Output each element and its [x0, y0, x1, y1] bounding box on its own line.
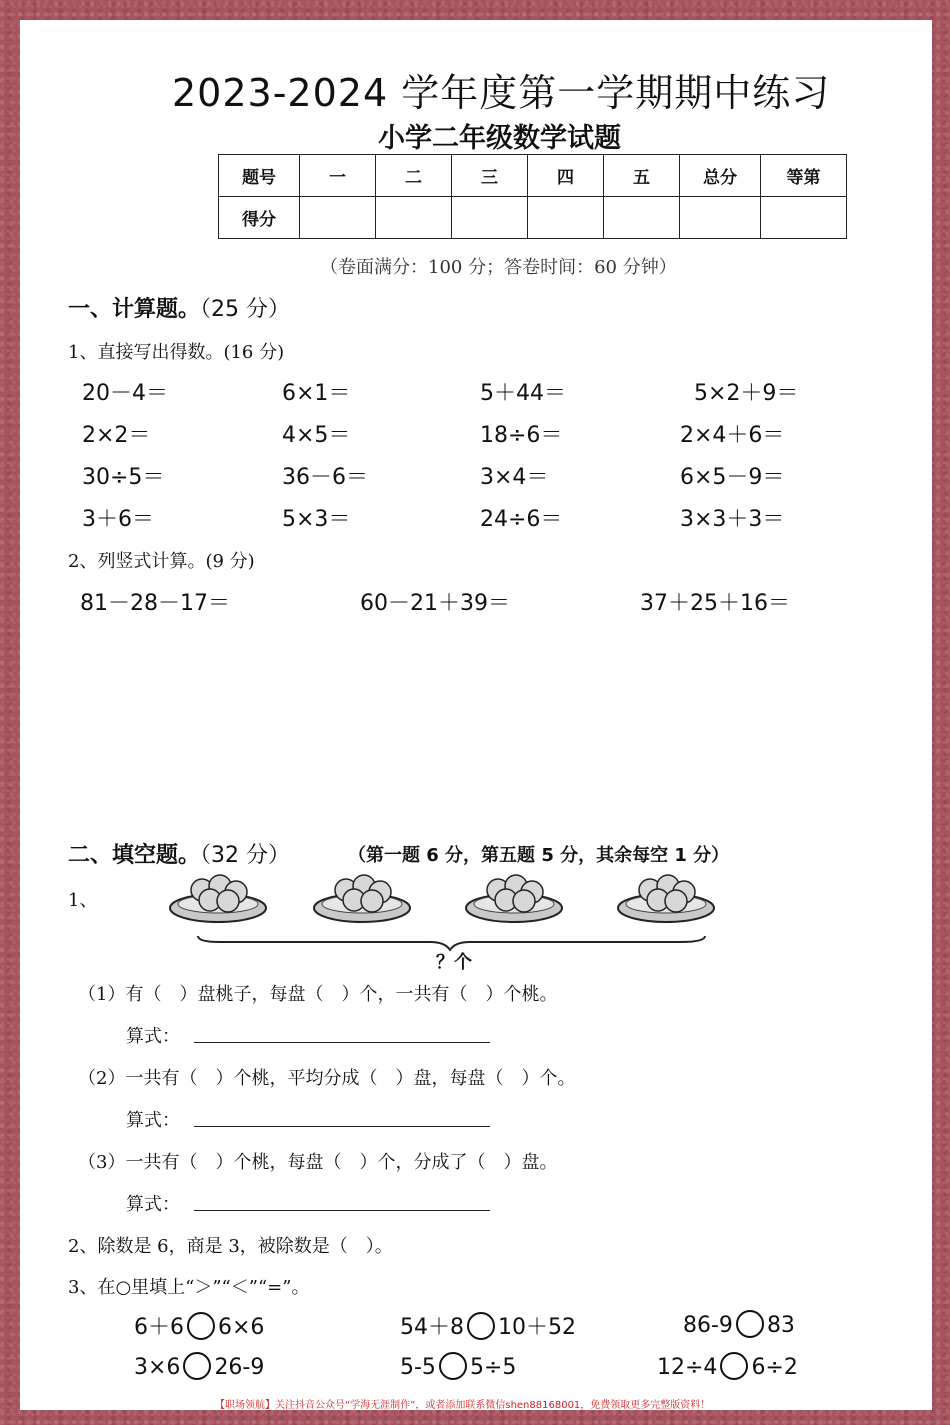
- score-cell: 四: [528, 155, 604, 197]
- peach-plate-icon: [170, 875, 266, 922]
- compare-right: 5÷5: [469, 1355, 517, 1380]
- score-input-cell[interactable]: [604, 197, 680, 239]
- compare-circle-icon[interactable]: [183, 1352, 211, 1380]
- calc-item: 3＋6＝: [82, 507, 154, 532]
- formula-label: 算式：: [126, 1110, 180, 1131]
- section2-title: 二、填空题。: [68, 843, 201, 868]
- score-cell: 等第: [761, 155, 847, 197]
- calc-item: 18÷6＝: [480, 423, 563, 448]
- calc-item: 6×1＝: [282, 381, 351, 406]
- peach-plate-icon: [618, 875, 714, 922]
- section2-q3-title: 3、在○里填上“＞”“＜”“=”。: [68, 1277, 310, 1298]
- section1-title: 一、计算题。: [68, 297, 201, 322]
- calc-item: 5×2＋9＝: [694, 381, 799, 406]
- score-input-cell[interactable]: [680, 197, 761, 239]
- peach-plate-icon: [466, 875, 562, 922]
- score-row-label: 得分: [219, 197, 300, 239]
- exam-paper: [20, 20, 932, 1410]
- exam-note: （卷面满分：100 分；答卷时间：60 分钟）: [320, 257, 677, 278]
- formula-label: 算式：: [126, 1026, 180, 1047]
- score-cell: 二: [376, 155, 452, 197]
- section2-q1-part2: （2）一共有（ ）个桃，平均分成（ ）盘，每盘（ ）个。: [78, 1068, 576, 1089]
- calc-item: 4×5＝: [282, 423, 351, 448]
- compare-circle-icon[interactable]: [720, 1352, 748, 1380]
- score-cell: 五: [604, 155, 680, 197]
- score-table: [218, 154, 847, 239]
- score-table-score-row: [219, 197, 847, 239]
- section2-q1-part1: （1）有（ ）盘桃子，每盘（ ）个，一共有（ ）个桃。: [78, 984, 558, 1005]
- section2-q1-part3: （3）一共有（ ）个桃，每盘（ ）个，分成了（ ）盘。: [78, 1152, 558, 1173]
- score-input-cell[interactable]: [528, 197, 604, 239]
- formula-answer-line[interactable]: [194, 1210, 490, 1211]
- exam-title: 2023-2024 学年度第一学期期中练习: [172, 71, 831, 115]
- formula-label: 算式：: [126, 1194, 180, 1215]
- calc-item: 20－4＝: [82, 381, 168, 406]
- calc-item: 6×5－9＝: [680, 465, 785, 490]
- section2-points: （32 分）: [200, 843, 291, 868]
- compare-left: 6＋6: [134, 1315, 184, 1340]
- compare-item: [400, 1310, 576, 1341]
- section2-heading: [68, 838, 290, 869]
- peach-plates-illustration: [160, 866, 720, 951]
- compare-circle-icon[interactable]: [187, 1312, 215, 1340]
- compare-circle-icon[interactable]: [736, 1310, 764, 1338]
- compare-right: 10＋52: [498, 1315, 576, 1340]
- compare-right: 6÷2: [751, 1355, 798, 1380]
- section1-q2-title: 2、列竖式计算。(9 分): [68, 551, 255, 572]
- calc-item: 24÷6＝: [480, 507, 563, 532]
- vertical-calc-item: 81－28－17＝: [80, 591, 230, 616]
- compare-right: 26-9: [214, 1355, 265, 1380]
- compare-right: 6×6: [218, 1315, 265, 1340]
- score-table-header-row: [219, 155, 847, 197]
- compare-item: [134, 1310, 264, 1341]
- section2-note: （第一题 6 分，第五题 5 分，其余每空 1 分）: [348, 845, 730, 866]
- compare-circle-icon[interactable]: [439, 1352, 467, 1380]
- compare-item: [683, 1310, 795, 1338]
- peach-plate-icon: [314, 875, 410, 922]
- compare-circle-icon[interactable]: [467, 1312, 495, 1340]
- compare-left: 5-5: [400, 1355, 436, 1380]
- compare-item: [657, 1352, 798, 1380]
- calc-item: 5＋44＝: [480, 381, 566, 406]
- section1-heading: [68, 292, 290, 323]
- calc-item: 3×3＋3＝: [680, 507, 785, 532]
- brace-label: ？个: [436, 952, 472, 973]
- score-input-cell[interactable]: [300, 197, 376, 239]
- section2-q2: 2、除数是 6，商是 3，被除数是（ ）。: [68, 1236, 393, 1257]
- calc-item: 2×4＋6＝: [680, 423, 785, 448]
- vertical-calc-item: 60－21＋39＝: [360, 591, 510, 616]
- calc-item: 30÷5＝: [82, 465, 165, 490]
- compare-left: 86-9: [683, 1313, 733, 1338]
- score-cell: 三: [452, 155, 528, 197]
- score-input-cell[interactable]: [761, 197, 847, 239]
- calc-item: 2×2＝: [82, 423, 151, 448]
- vertical-calc-item: 37＋25＋16＝: [640, 591, 790, 616]
- section1-points: （25 分）: [200, 297, 291, 322]
- score-cell: 一: [300, 155, 376, 197]
- formula-answer-line[interactable]: [194, 1042, 490, 1043]
- footer-note: 【职场领航】关注抖音公众号“学海无涯制作”，或者添加联系微信shen88168001，免费领取更多完整版资料！: [215, 1400, 711, 1411]
- formula-answer-line[interactable]: [194, 1126, 490, 1127]
- score-input-cell[interactable]: [452, 197, 528, 239]
- calc-item: 5×3＝: [282, 507, 351, 532]
- section2-q1-number: 1、: [68, 890, 98, 911]
- compare-left: 54＋8: [400, 1315, 464, 1340]
- score-cell: 题号: [219, 155, 300, 197]
- score-cell: 总分: [680, 155, 761, 197]
- section1-q1-title: 1、直接写出得数。(16 分): [68, 342, 285, 363]
- compare-item: [400, 1352, 516, 1380]
- calc-item: 36－6＝: [282, 465, 368, 490]
- compare-left: 3×6: [134, 1355, 181, 1380]
- exam-subtitle: 小学二年级数学试题: [378, 123, 621, 154]
- score-input-cell[interactable]: [376, 197, 452, 239]
- compare-item: [134, 1352, 264, 1380]
- calc-item: 3×4＝: [480, 465, 549, 490]
- compare-left: 12÷4: [657, 1355, 718, 1380]
- compare-right: 83: [766, 1313, 795, 1338]
